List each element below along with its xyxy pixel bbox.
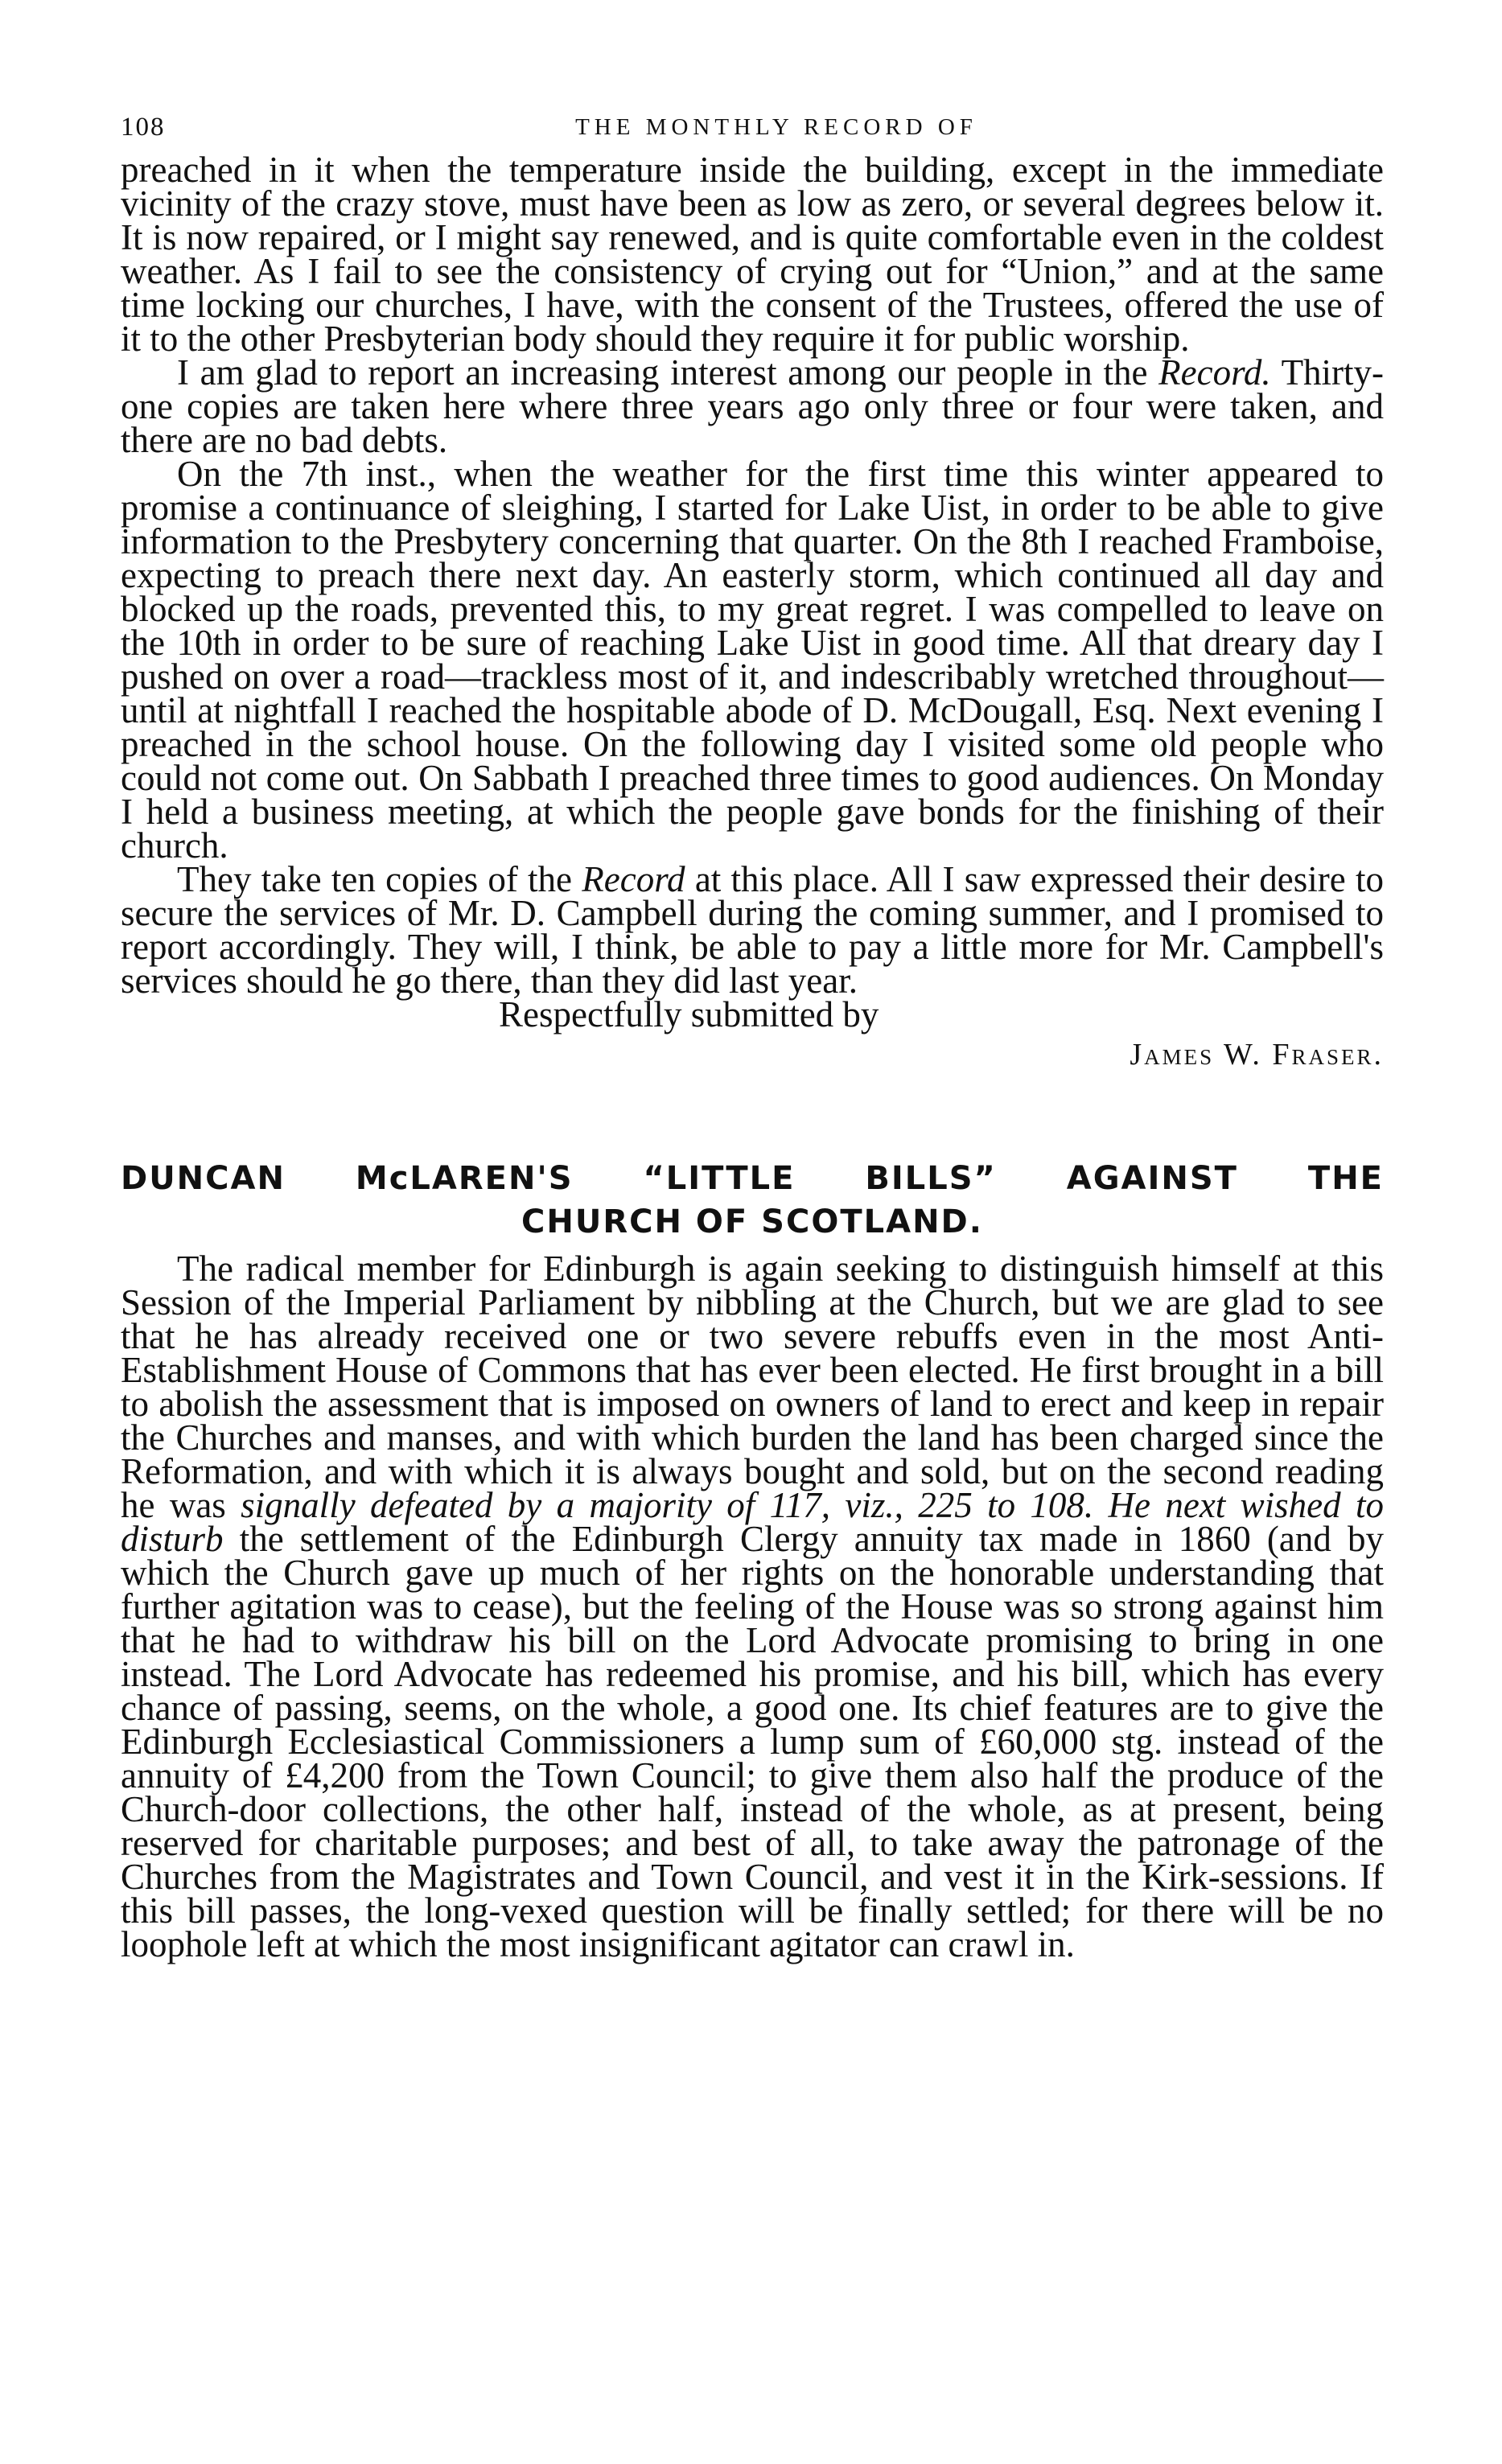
signoff-line: Respectfully submitted by bbox=[499, 994, 879, 1035]
article-paragraph bbox=[121, 1248, 1385, 1964]
article-heading-line-2: CHURCH OF SCOTLAND. bbox=[521, 1203, 983, 1240]
paragraph-text: the settlement of the Edinburgh Clergy annuity tax made in 1860 (and by which the Church gave up much of her rights on the honorable understanding that further agitation was to cease), but the feeling of the House was so strong against him that he had to withdraw his bill on the Lord Advocate promising to bring in one instead. The Lord Advocate has redeemed his promise, and his bill, which has every chance of passing, seems, on the whole, a good one. Its chief features are to give the Edinburgh Ecclesiastical Commissioners a lump sum of £60,000 stg. instead of the annuity of £4,200 from the Town Council; to give them also half the produce of the Church-door collections, the other half, instead of the whole, as at present, being reserved for charitable purposes; and best of all, to take away the patronage of the Churches from the Magistrates and Town Council, and vest it in the Kirk-sessions. If this bill passes, the long-vexed question will be finally settled; for there will be no loophole left at which the most insignificant agitator can crawl in. bbox=[121, 1519, 1385, 1964]
letter-body bbox=[121, 150, 1385, 1001]
italic-title-record: Record bbox=[582, 859, 685, 899]
page-number: 108 bbox=[121, 113, 166, 142]
paragraph-text: at this place. All I saw expressed their desire to secure the services of Mr. D. Campbell during the coming summer, and I promised to report accordingly. They will, I think, be able to pay a little more for Mr. Campbell's services should he go there, than they did last year. bbox=[121, 859, 1385, 1001]
paragraph-text: Thirty-one copies are taken here where three years ago only three or four were taken, and there are no bad debts. bbox=[121, 352, 1385, 460]
page bbox=[121, 105, 1385, 1964]
article-heading bbox=[121, 1157, 1384, 1244]
article-heading-line-1: DUNCAN McLAREN'S “LITTLE BILLS” AGAINST THE bbox=[121, 1160, 1384, 1197]
letter-paragraph-2 bbox=[121, 352, 1385, 460]
italic-passage: signally defeated by a majority of 117, viz., 225 to 108. He next wished to disturb bbox=[121, 1485, 1384, 1559]
paragraph-text: They take ten copies of the bbox=[177, 859, 573, 899]
paragraph-text: I am glad to report an increasing interest among our people in the bbox=[177, 352, 1148, 393]
letter-paragraph-4 bbox=[121, 859, 1385, 1001]
article-body bbox=[121, 1248, 1385, 1964]
letter-paragraph-1: preached in it when the temperature inside the building, except in the immediate vicinity of the crazy stove, must have been as low as zero, or several degrees below it. It is now repaired, or I might say renewed, and is quite comfortable even in the coldest weather. As I fail to see the consistency of crying out for “Union,” and at the same time locking our churches, I have, with the consent of the Trustees, offered the use of it to the other Presbyterian body should they require it for public worship. bbox=[121, 150, 1384, 359]
running-head bbox=[121, 105, 1384, 153]
signature: James W. Fraser. bbox=[1130, 1038, 1384, 1072]
paragraph-text: The radical member for Edinburgh is again seeking to distinguish himself at this Session of the Imperial Parliament by nibbling at the Church, but we are glad to see that he has already received one or two severe rebuffs even in the most Anti-Establishment House of Commons that has ever been elected. He first brought in a bill to abolish the assessment that is imposed on owners of land to erect and keep in repair the Churches and manses, and with which burden the land has been charged since the Reformation, and with which it is always bought and sold, but on the second reading he was bbox=[121, 1248, 1384, 1525]
running-title: THE MONTHLY RECORD OF bbox=[575, 114, 977, 140]
letter-paragraph-3: On the 7th inst., when the weather for the first time this winter appeared to promise a continuance of sleighing, I started for Lake Uist, in order to be able to give information to the Presbytery concerning that quarter. On the 8th I reached Framboise, expecting to preach there next day. An easterly storm, which continued all day and blocked up the roads, prevented this, to my great regret. I was compelled to leave on the 10th in order to be sure of reaching Lake Uist in good time. All that dreary day I pushed on over a road—trackless most of it, and indescribably wretched throughout—until at nightfall I reached the hospitable abode of D. McDougall, Esq. Next evening I preached in the school house. On the following day I visited some old people who could not come out. On Sabbath I preached three times to good audiences. On Monday I held a business meeting, at which the people gave bonds for the finishing of their church. bbox=[121, 454, 1384, 866]
italic-title-record: Record. bbox=[1158, 352, 1271, 393]
